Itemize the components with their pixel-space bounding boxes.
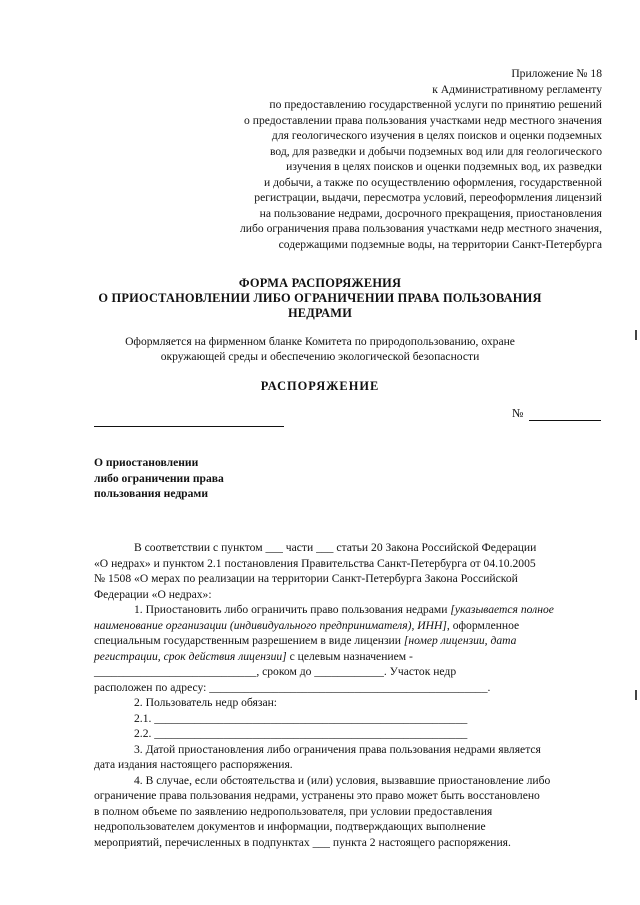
body-line xyxy=(94,633,604,649)
note-line: окружающей среды и обеспечению экологической безопасности xyxy=(160,350,480,363)
annex-line: вод, для разведки и добычи подземных вод или для геологического xyxy=(269,144,602,158)
form-title-line: НЕДРАМИ xyxy=(287,306,353,320)
body-line xyxy=(94,618,604,634)
body-line: 2.1. ______________________________________________________ xyxy=(134,711,468,725)
body-line: ____________________________, сроком до ____________. Участок недр xyxy=(94,665,457,678)
body-placeholder: [указывается полное xyxy=(450,603,554,616)
subject-line: О приостановлении xyxy=(94,456,199,469)
date-blank-line xyxy=(94,414,284,427)
body-line: ограничение права пользования недрами, устранены это право может быть восстановлено xyxy=(94,789,540,802)
subject-line: либо ограничении права xyxy=(94,471,224,485)
body-placeholder: [номер лицензии, дата xyxy=(403,634,517,647)
body-line: Федерации «О недрах»: xyxy=(94,587,212,601)
body-line: расположен по адресу: ________________________________________________. xyxy=(94,680,491,694)
order-body xyxy=(94,540,604,850)
body-line: мероприятий, перечисленных в подпунктах ___ пункта 2 настоящего распоряжения. xyxy=(94,835,511,849)
body-line: дата издания настоящего распоряжения. xyxy=(94,758,293,771)
annex-line: Приложение № 18 xyxy=(511,67,602,80)
body-text: 1. Приостановить либо ограничить право пользования недрами xyxy=(134,603,451,616)
annex-line: изучения в целях поисков и оценки подземных вод, их разведки xyxy=(286,160,602,173)
subject-line: пользования недрами xyxy=(94,487,209,500)
body-line: № 1508 «О мерах по реализации на территории Санкт-Петербурга Закона Российской xyxy=(94,572,518,585)
annex-line: и добычи, а также по осуществлению оформления, государственной xyxy=(264,175,602,189)
body-text: с целевым назначением - xyxy=(286,649,413,663)
form-title xyxy=(70,276,570,321)
note-line: Оформляется на фирменном бланке Комитета по природопользованию, охране xyxy=(125,335,515,348)
body-line: «О недрах» и пунктом 2.1 постановления Правительства Санкт-Петербурга от 04.10.2005 xyxy=(94,556,536,570)
form-title-line: О ПРИОСТАНОВЛЕНИИ ЛИБО ОГРАНИЧЕНИИ ПРАВА ПОЛЬЗОВАНИЯ xyxy=(98,291,542,305)
annex-line: содержащими подземные воды, на территории Санкт-Петербурга xyxy=(278,237,602,251)
body-line: 2. Пользователь недр обязан: xyxy=(134,696,278,709)
annex-line: регистрации, выдачи, пересмотра условий, переоформления лицензий xyxy=(254,191,602,204)
body-line: недропользователем документов и информации, подтверждающих выполнение xyxy=(94,820,486,833)
order-subject xyxy=(94,455,224,502)
body-line: в полном объеме по заявлению недропользователя, при условии предоставления xyxy=(94,804,493,818)
letterhead-note xyxy=(90,334,550,364)
annex-line: для геологического изучения в целях поисков и оценки подземных xyxy=(271,129,602,142)
body-line: 4. В случае, если обстоятельства и (или) условия, вызвавшие приостановление либо xyxy=(134,773,551,787)
number-label: № xyxy=(512,406,524,420)
body-line xyxy=(94,602,604,618)
body-line: 2.2. ______________________________________________________ xyxy=(134,727,468,740)
body-text: , оформленное xyxy=(446,618,520,632)
form-title-line: ФОРМА РАСПОРЯЖЕНИЯ xyxy=(238,276,402,290)
annex-header xyxy=(172,66,602,252)
scan-edge-mark xyxy=(635,690,637,700)
annex-line: по предоставлению государственной услуги по принятию решений xyxy=(269,98,602,111)
body-line: В соответствии с пунктом ___ части ___ статьи 20 Закона Российской Федерации xyxy=(134,541,537,554)
scan-edge-mark xyxy=(635,330,637,340)
order-heading: РАСПОРЯЖЕНИЕ xyxy=(260,379,380,393)
order-number xyxy=(512,406,601,421)
annex-line: о предоставлении права пользования участками недр местного значения xyxy=(244,113,602,127)
annex-line: к Административному регламенту xyxy=(432,82,602,96)
body-line: 3. Датой приостановления либо ограничения права пользования недрами является xyxy=(134,742,541,756)
body-text: специальным государственным разрешением в виде лицензии xyxy=(94,634,404,647)
number-blank-line xyxy=(529,409,601,421)
body-placeholder: наименование организации (индивидуального предпринимателя), ИНН] xyxy=(94,618,447,632)
body-line xyxy=(94,649,604,665)
annex-line: на пользование недрами, досрочного прекращения, приостановления xyxy=(259,206,602,220)
body-placeholder: регистрации, срок действия лицензии] xyxy=(94,649,287,663)
annex-line: либо ограничения права пользования участками недр местного значения, xyxy=(239,222,602,235)
